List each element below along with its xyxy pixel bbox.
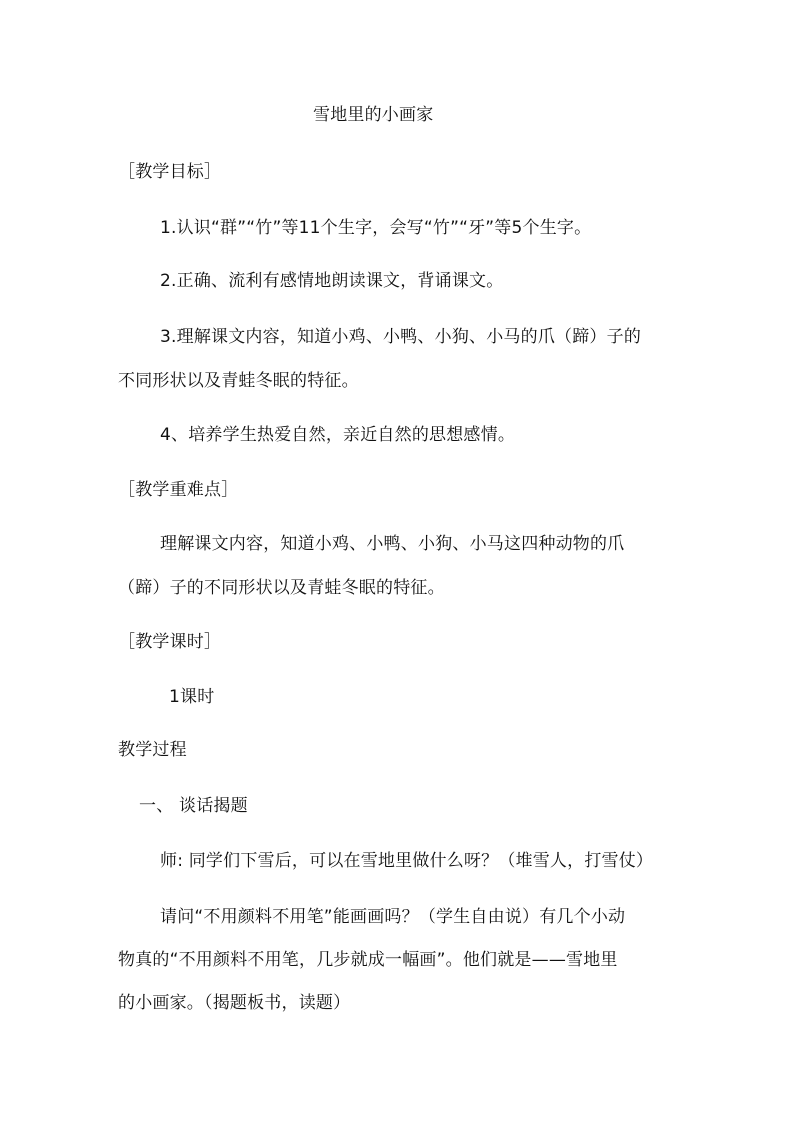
goal-1: 1.认识“群”“竹”等11个生字，会写“竹”“牙”等5个生字。 bbox=[160, 218, 592, 238]
paragraph-line-2: 物真的“不用颜料不用笔，几步就成一幅画”。他们就是——雪地里 bbox=[118, 950, 618, 970]
process-heading: 教学过程 bbox=[118, 740, 187, 760]
paragraph-line-1: 请问“不用颜料不用笔”能画画吗？（学生自由说）有几个小动 bbox=[160, 907, 626, 927]
goal-3-line-1: 3.理解课文内容，知道小鸡、小鸭、小狗、小马的爪（蹄）子的 bbox=[160, 327, 642, 347]
teacher-line: 师: 同学们下雪后，可以在雪地里做什么呀？（堆雪人，打雪仗） bbox=[160, 851, 654, 871]
goal-3-line-2: 不同形状以及青蛙冬眠的特征。 bbox=[118, 371, 359, 391]
step-1-heading: 一、 谈话揭题 bbox=[139, 796, 248, 816]
goal-2: 2.正确、流利有感情地朗读课文，背诵课文。 bbox=[160, 271, 504, 291]
goals-heading: ［教学目标］ bbox=[118, 162, 222, 182]
paragraph-line-3: 的小画家。（揭题板书，读题） bbox=[118, 993, 351, 1013]
key-points-line-1: 理解课文内容，知道小鸡、小鸭、小狗、小马这四种动物的爪 bbox=[160, 534, 625, 554]
periods-value: 1课时 bbox=[169, 687, 215, 707]
goal-4: 4、培养学生热爱自然，亲近自然的思想感情。 bbox=[160, 425, 516, 445]
key-points-line-2: （蹄）子的不同形状以及青蛙冬眠的特征。 bbox=[118, 578, 445, 598]
document-title: 雪地里的小画家 bbox=[313, 105, 434, 125]
periods-heading: ［教学课时］ bbox=[118, 632, 222, 652]
key-points-heading: ［教学重难点］ bbox=[118, 480, 239, 500]
